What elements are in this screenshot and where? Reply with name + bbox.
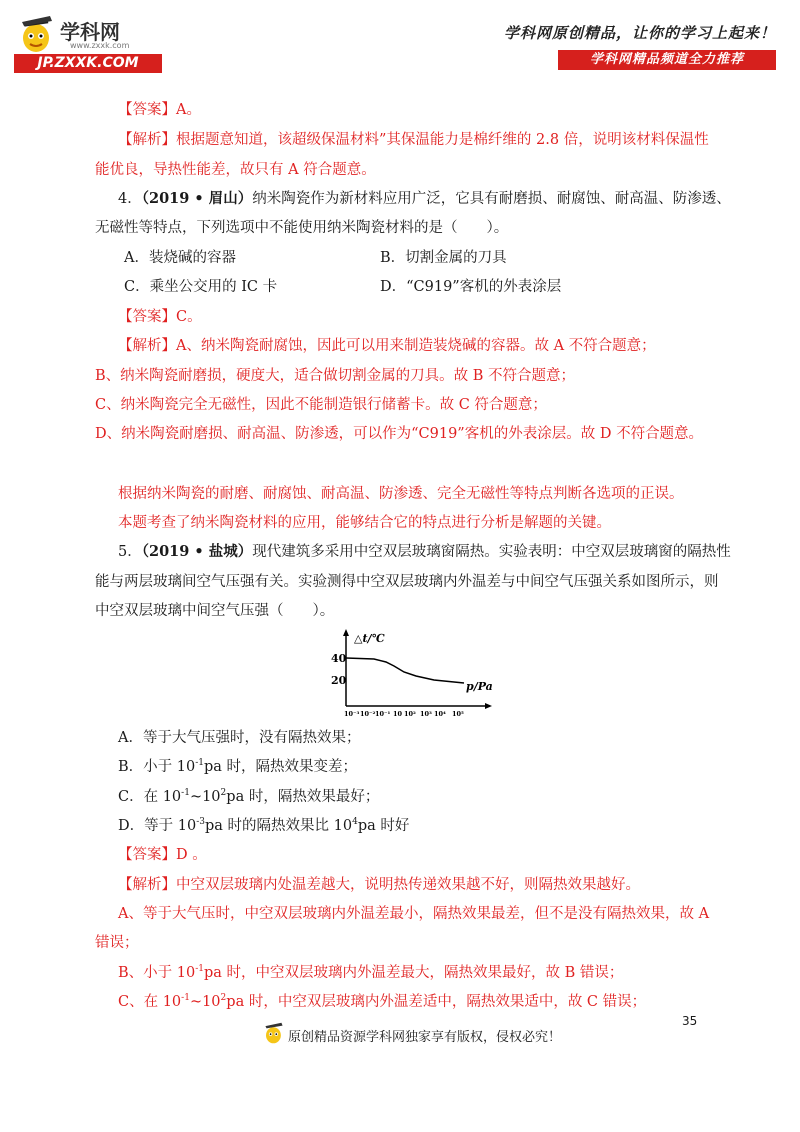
temperature-pressure-graph bbox=[330, 628, 510, 718]
q4-analysis-line-3: C、纳米陶瓷完全无磁性，因此不能制造银行储蓄卡。故 C 符合题意； bbox=[95, 397, 547, 413]
q3-analysis-line-2: 能优良，导热性能差，故只有 A 符合题意。 bbox=[95, 162, 376, 178]
q4-stem-text: 纳米陶瓷作为新材料应用广泛，它具有耐磨损、耐腐蚀、耐高温、防渗透、 bbox=[252, 191, 731, 207]
q5-source: （2019 • 盐城） bbox=[141, 543, 253, 560]
copyright-notice: 原创精品资源学科网独家享有版权，侵权必究！ bbox=[288, 1030, 562, 1045]
logo-url: JP.ZXXK.COM bbox=[14, 54, 162, 73]
logo-name: 学科网 bbox=[60, 20, 120, 44]
q4-option-b: B．切割金属的刀具 bbox=[380, 250, 507, 266]
x-tick: 10⁻² bbox=[360, 710, 376, 718]
y-tick-20: 20 bbox=[331, 674, 347, 687]
q4-option-c: C．乘坐公交用的 IC 卡 bbox=[124, 279, 278, 295]
x-axis-label: p/Pa bbox=[466, 680, 493, 693]
q4-stem-line-2: 无磁性等特点，下列选项中不能使用纳米陶瓷材料的是（ ）。 bbox=[95, 220, 509, 236]
x-tick: 10⁻¹ bbox=[375, 710, 391, 718]
y-tick-40: 40 bbox=[331, 652, 347, 665]
analysis-text: 根据题意知道，该超级保温材料”其保温能力是棉纤维的 2.8 倍，说明该材料保温性 bbox=[176, 132, 709, 148]
x-tick: 10⁻³ bbox=[344, 710, 360, 718]
q4-answer: 【答案】C。 bbox=[118, 309, 202, 325]
analysis-label: 【解析】 bbox=[118, 338, 176, 354]
mascot-icon bbox=[262, 1020, 286, 1046]
q3-answer: 【答案】A。 bbox=[118, 102, 201, 118]
y-axis-arrow bbox=[343, 629, 349, 636]
logo bbox=[14, 14, 162, 72]
q5-stem-line-3: 中空双层玻璃中间空气压强（ ）。 bbox=[95, 603, 335, 619]
header-slogan: 学科网原创精品，让你的学习上起来！ bbox=[503, 24, 776, 42]
q4-analysis-line-2: B、纳米陶瓷耐磨损，硬度大，适合做切割金属的刀具。故 B 不符合题意； bbox=[95, 368, 576, 384]
x-tick: 10 bbox=[393, 710, 403, 718]
q5-option-a: A．等于大气压强时，没有隔热效果； bbox=[118, 730, 361, 746]
q5-analysis-line-4: B、小于 $10^{-1}pa$ 时，中空双层玻璃内外温差最大，隔热效果最好，故 B 错误； bbox=[118, 964, 624, 981]
x-tick: 10² bbox=[404, 710, 416, 718]
mascot-icon bbox=[16, 14, 58, 54]
y-axis-label: △t/℃ bbox=[354, 632, 385, 645]
q5-option-d: D．等于 $10^{-3}pa$ 时的隔热效果比 $10^4pa$ 时好 bbox=[118, 817, 410, 834]
x-tick: 10³ bbox=[420, 710, 432, 718]
q4-option-d: D．“C919”客机的外表涂层 bbox=[380, 279, 562, 295]
q5-stem-line-1 bbox=[118, 542, 731, 562]
x-tick: 10⁴ bbox=[434, 710, 446, 718]
q5-analysis-line-1 bbox=[118, 875, 640, 895]
q5-analysis-line-2: A、等于大气压时，中空双层玻璃内外温差最小，隔热效果最差，但不是没有隔热效果，故 A bbox=[118, 906, 710, 922]
q5-stem-line-2: 能与两层玻璃间空气压强有关。实验测得中空双层玻璃内外温差与中间空气压强关系如图所示，则 bbox=[95, 574, 719, 590]
q5-stem-text: 现代建筑多采用中空双层玻璃窗隔热。实验表明：中空双层玻璃窗的隔热性 bbox=[252, 544, 731, 560]
q5-option-c: C．在 $10^{-1}\sim 10^2pa$ 时，隔热效果最好； bbox=[118, 788, 380, 805]
q4-note-line-1: 根据纳米陶瓷的耐磨、耐腐蚀、耐高温、防渗透、完全无磁性等特点判断各选项的正误。 bbox=[118, 486, 684, 502]
q4-analysis-line-1 bbox=[118, 336, 656, 356]
q5-answer: 【答案】D 。 bbox=[118, 847, 207, 863]
page-number: 35 bbox=[682, 1014, 698, 1028]
q4-analysis-line-4: D、纳米陶瓷耐磨损、耐高温、防渗透，可以作为“C919”客机的外表涂层。故 D 不符合题意。 bbox=[95, 426, 704, 442]
x-axis-arrow bbox=[485, 703, 492, 709]
q4-note-line-2: 本题考查了纳米陶瓷材料的应用，能够结合它的特点进行分析是解题的关键。 bbox=[118, 515, 611, 531]
analysis-label: 【解析】 bbox=[118, 132, 176, 148]
analysis-text: 中空双层玻璃内处温差越大，说明热传递效果越不好，则隔热效果越好。 bbox=[176, 877, 640, 893]
analysis-label: 【解析】 bbox=[118, 877, 176, 893]
q5-number: 5． bbox=[118, 544, 142, 560]
q3-analysis-line-1 bbox=[118, 130, 709, 150]
curve bbox=[346, 658, 464, 683]
q4-stem-line-1 bbox=[118, 189, 731, 209]
header-banner: 学科网精品频道全力推荐 bbox=[558, 50, 776, 70]
x-tick: 10⁵ bbox=[452, 710, 464, 718]
logo-sub: www.zxxk.com bbox=[70, 41, 130, 50]
q5-option-b: B．小于 $10^{-1}pa$ 时，隔热效果变差； bbox=[118, 758, 358, 775]
q4-number: 4． bbox=[118, 191, 142, 207]
q5-analysis-line-3: 错误； bbox=[95, 935, 139, 951]
analysis-text: A、纳米陶瓷耐腐蚀，因此可以用来制造装烧碱的容器。故 A 不符合题意； bbox=[176, 338, 656, 354]
q4-source: （2019 • 眉山） bbox=[141, 190, 253, 207]
q4-option-a: A．装烧碱的容器 bbox=[124, 250, 236, 266]
q5-analysis-line-5: C、在 $10^{-1}\sim 10^2pa$ 时，中空双层玻璃内外温差适中，隔热效果适中，故 C 错误； bbox=[118, 993, 647, 1010]
